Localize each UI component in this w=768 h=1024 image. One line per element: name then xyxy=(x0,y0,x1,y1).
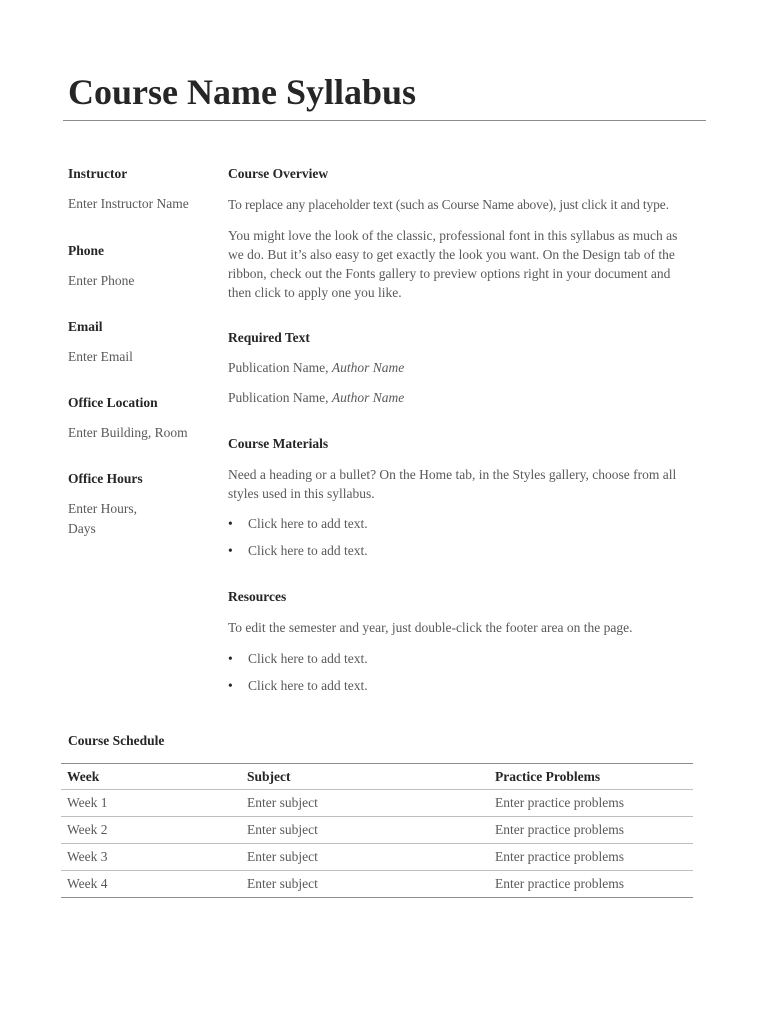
materials-bullet-list xyxy=(228,514,368,560)
week-cell[interactable]: Week 4 xyxy=(61,871,241,898)
table-row xyxy=(61,790,693,817)
course-materials-heading: Course Materials xyxy=(228,436,329,451)
table-row xyxy=(61,844,693,871)
week-cell[interactable]: Week 1 xyxy=(61,790,241,817)
instructor-value[interactable]: Enter Instructor Name xyxy=(68,196,189,211)
practice-problems-cell[interactable]: Enter practice problems xyxy=(489,790,693,817)
office-location-label: Office Location xyxy=(68,395,158,410)
overview-paragraph-2[interactable]: You might love the look of the classic, professional font in this syllabus as much as we do. But it’s also easy to get exactly the look you want. On the Design tab of the ribbon, check out the Fonts gallery to preview options right in your document and then click to apply one you like. xyxy=(228,228,678,300)
list-item[interactable]: • Click here to add text. xyxy=(228,651,368,666)
course-schedule-heading: Course Schedule xyxy=(68,733,165,748)
column-header-practice-problems: Practice Problems xyxy=(489,764,693,790)
resources-bullet-list xyxy=(228,649,368,695)
publication-name: Publication Name, xyxy=(228,390,332,405)
office-location-value[interactable]: Enter Building, Room xyxy=(68,425,188,440)
email-block xyxy=(68,317,133,367)
materials-paragraph[interactable]: Need a heading or a bullet? On the Home tab, in the Styles gallery, choose from all styles used in this syllabus. xyxy=(228,467,677,501)
required-text-heading: Required Text xyxy=(228,330,310,345)
course-schedule-table xyxy=(61,763,693,898)
office-hours-value[interactable] xyxy=(68,499,143,539)
subject-cell[interactable]: Enter subject xyxy=(241,817,489,844)
required-text-item[interactable] xyxy=(228,358,404,377)
column-header-week: Week xyxy=(61,764,241,790)
subject-cell[interactable]: Enter subject xyxy=(241,844,489,871)
phone-label: Phone xyxy=(68,243,105,258)
required-text-item[interactable] xyxy=(228,388,404,407)
phone-block xyxy=(68,241,134,291)
column-header-subject: Subject xyxy=(241,764,489,790)
bullet-icon: • xyxy=(228,651,233,666)
page-title[interactable]: Course Name Syllabus xyxy=(68,72,417,112)
list-item[interactable]: • Click here to add text. xyxy=(228,543,368,558)
bullet-icon: • xyxy=(228,543,233,558)
practice-problems-cell[interactable]: Enter practice problems xyxy=(489,817,693,844)
author-name: Author Name xyxy=(331,360,405,375)
instructor-block xyxy=(68,164,189,214)
subject-cell[interactable]: Enter subject xyxy=(241,871,489,898)
office-hours-line1: Enter Hours, xyxy=(68,501,137,516)
week-cell[interactable]: Week 2 xyxy=(61,817,241,844)
instructor-label: Instructor xyxy=(68,166,128,181)
overview-paragraph-1[interactable]: To replace any placeholder text (such as Course Name above), just click it and type. xyxy=(228,197,669,212)
table-row xyxy=(61,817,693,844)
resources-paragraph[interactable]: To edit the semester and year, just double-click the footer area on the page. xyxy=(228,620,633,635)
phone-value[interactable]: Enter Phone xyxy=(68,273,135,288)
office-hours-block xyxy=(68,469,143,539)
table-row xyxy=(61,871,693,898)
email-label: Email xyxy=(68,319,103,334)
bullet-icon: • xyxy=(228,516,233,531)
office-hours-line2: Days xyxy=(68,521,96,536)
practice-problems-cell[interactable]: Enter practice problems xyxy=(489,871,693,898)
list-item[interactable]: • Click here to add text. xyxy=(228,678,368,693)
week-cell[interactable]: Week 3 xyxy=(61,844,241,871)
bullet-icon: • xyxy=(228,678,233,693)
office-location-block xyxy=(68,393,188,443)
office-hours-label: Office Hours xyxy=(68,471,143,486)
author-name: Author Name xyxy=(331,390,405,405)
course-overview-heading: Course Overview xyxy=(228,166,329,181)
publication-name: Publication Name, xyxy=(228,360,332,375)
practice-problems-cell[interactable]: Enter practice problems xyxy=(489,844,693,871)
list-item[interactable]: • Click here to add text. xyxy=(228,516,368,531)
subject-cell[interactable]: Enter subject xyxy=(241,790,489,817)
table-header-row xyxy=(61,764,693,790)
title-divider xyxy=(63,120,706,121)
email-value[interactable]: Enter Email xyxy=(68,349,133,364)
resources-heading: Resources xyxy=(228,589,287,604)
